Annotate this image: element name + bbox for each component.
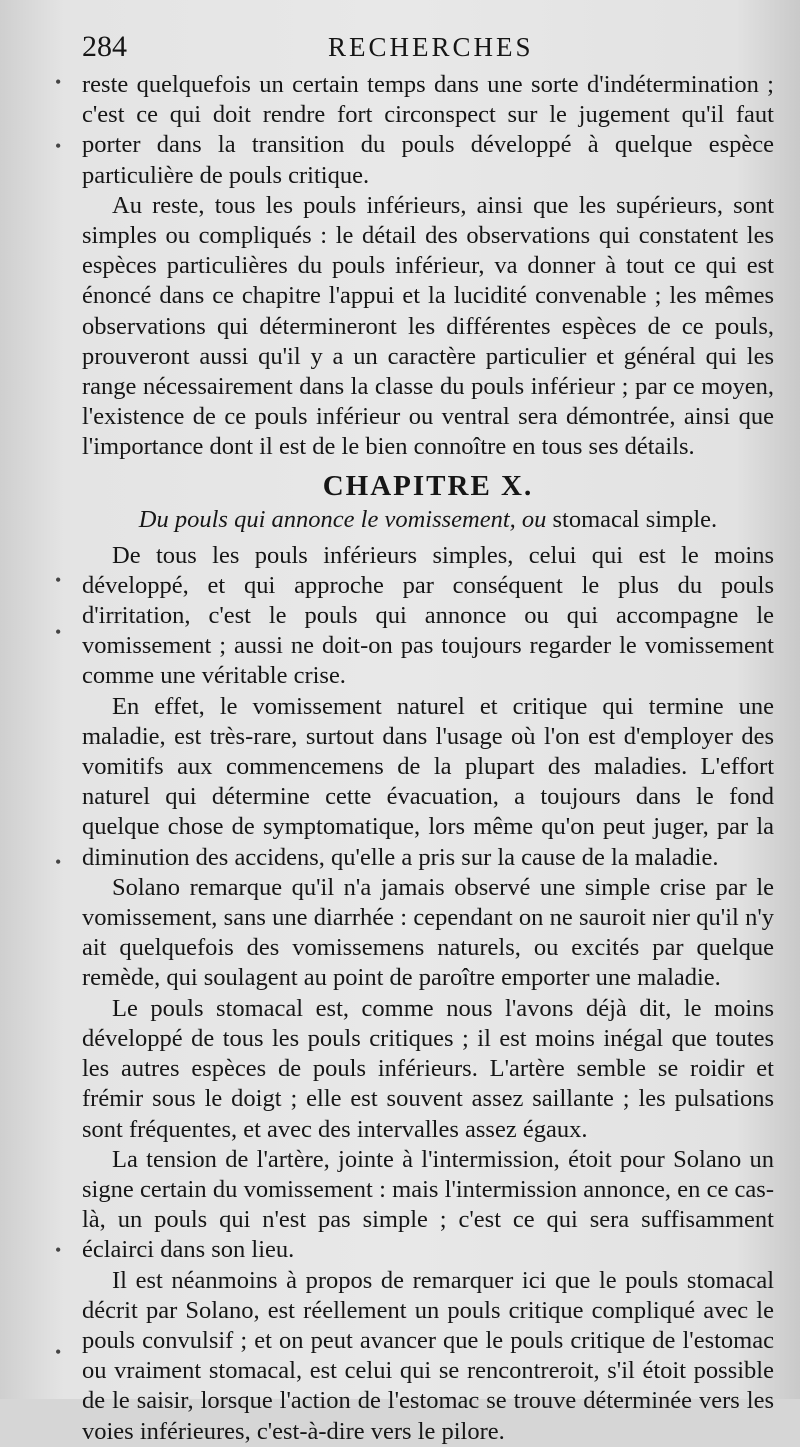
chapter-subtitle-roman: stomacal simple. [552,505,718,533]
margin-dot: • [55,852,62,872]
running-title: RECHERCHES [328,32,534,62]
paragraph: reste quelquefois un certain temps dans une sorte d'indétermination ; c'est ce qui doit rendre fort circonspect sur le jugement qu'il faut porter dans la transition du pouls développé à quelque espèce particulière de pouls critique. [82,71,774,189]
paragraph: Il est néanmoins à propos de remarquer ici que le pouls stomacal décrit par Solano, est réellement un pouls critique compliqué avec le pouls convulsif ; et on peut avancer que le pouls critique de l'estomac ou vraiment stomacal, est celui qui se rencontreroit, s'il étoit possible de le saisir, lorsque l'action de l'estomac se trouve déterminée vers les voies inférieures, c'est-à-dire vers le pilore. [82,1266,774,1445]
margin-dot: • [55,1240,62,1260]
paragraph: Le pouls stomacal est, comme nous l'avons déjà dit, le moins développé de tous les pouls critiques ; il est moins inégal que toutes les autres espèces de pouls inférieurs. L'artère semble se roidir et frémir sous le doigt ; elle est souvent assez saillante ; les pulsations sont fréquentes, et avec des intervalles assez égaux. [82,994,774,1143]
page-header [82,30,774,70]
paragraph: La tension de l'artère, jointe à l'intermission, étoit pour Solano un signe certain du vomissement : mais l'intermission annonce, en ce cas-là, un pouls qui n'est pas simple ; c'est ce qui sera suffisamment éclairci dans son lieu. [82,1145,774,1264]
margin-dot: • [55,136,62,156]
page-number: 284 [82,30,127,63]
paragraph: Au reste, tous les pouls inférieurs, ainsi que les supérieurs, sont simples ou compliqués : le détail des observations qui constatent les espèces particulières du pouls inférieur, va donner à tout ce qui est énoncé dans ce chapitre l'appui et la lucidité convenable ; les mêmes observations qui détermineront les différentes espèces de ce pouls, prouveront aussi qu'il y a un caractère particulier et général qui les range nécessairement dans la classe du pouls inférieur ; par ce moyen, l'existence de ce pouls inférieur ou ventral sera démontrée, ainsi que l'importance dont il est de le bien connoître en tous ses détails. [82,191,774,461]
paragraph: De tous les pouls inférieurs simples, celui qui est le moins développé, et qui approche par conséquent le plus du pouls d'irritation, c'est le pouls qui annonce ou qui accompagne le vomissement ; aussi ne doit-on pas toujours regarder le vomissement comme une véritable crise. [82,541,774,690]
chapter-subtitle-italic: Du pouls qui annonce le vomissement, ou [138,505,547,533]
margin-dot: • [55,72,62,92]
chapter-subtitle [82,505,774,535]
margin-dot: • [55,570,62,590]
paragraph: Solano remarque qu'il n'a jamais observé une simple crise par le vomissement, sans une diarrhée : cependant on ne sauroit nier qu'il n'y ait quelquefois des vomissemens naturels, ou excités par quelque remède, qui soulagent au point de paroître emporter une maladie. [82,873,774,992]
chapter-title: CHAPITRE X. [322,469,534,502]
margin-dot: • [55,622,62,642]
paragraph: En effet, le vomissement naturel et critique qui termine une maladie, est très-rare, surtout dans l'usage où l'on est d'employer des vomitifs aux commencemens de la plupart des maladies. L'effort naturel qui détermine cette évacuation, a toujours dans le fond quelque chose de symptomatique, lors même qu'on peut juger, par la diminution des accidens, qu'elle a pris sur la cause de la maladie. [82,692,774,871]
margin-dot: • [55,1342,62,1362]
body-text [82,70,774,1447]
